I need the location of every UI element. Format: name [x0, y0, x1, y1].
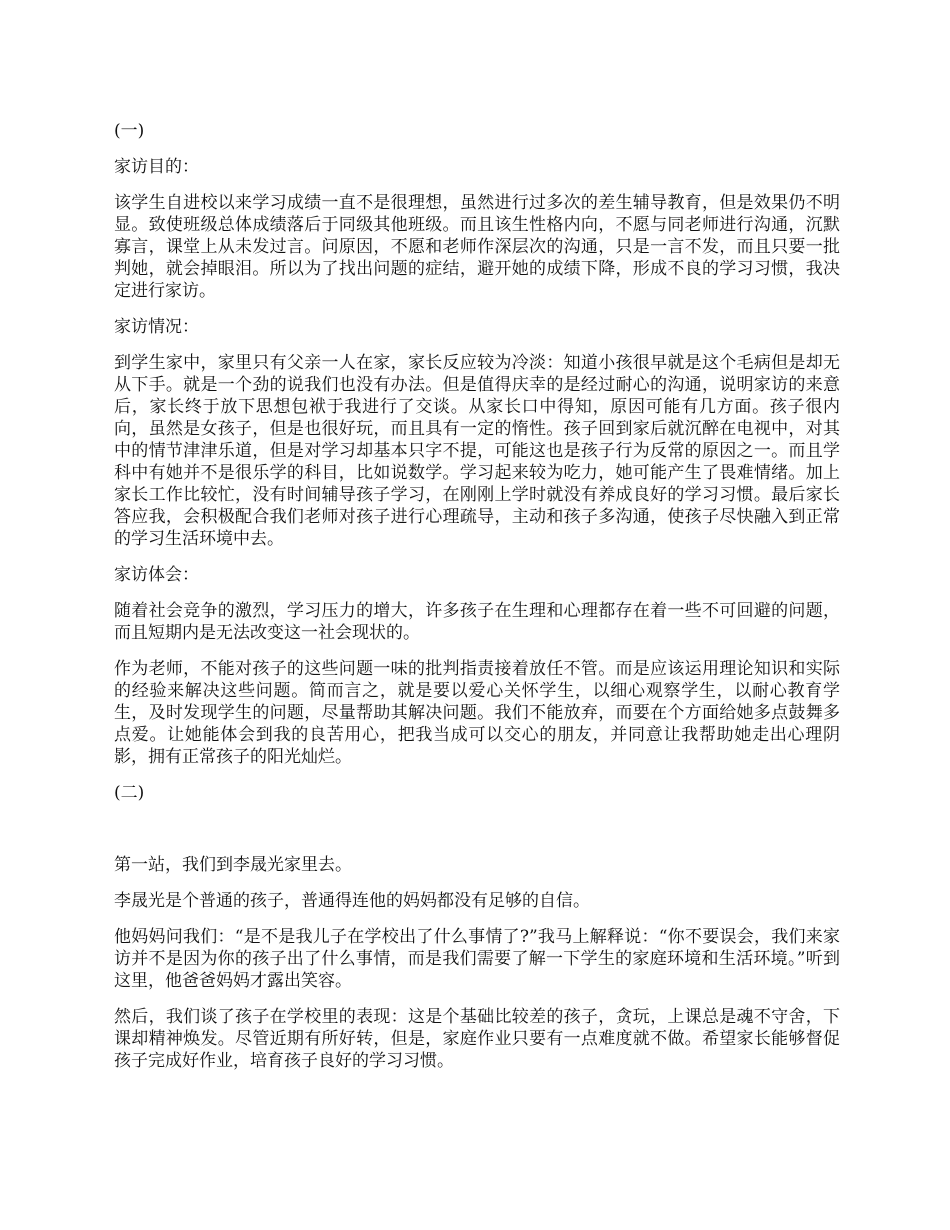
document-body — [114, 120, 840, 1086]
paragraph-visit-purpose: 该学生自进校以来学习成绩一直不是很理想，虽然进行过多次的差生辅导教育，但是效果仍不明显。致使班级总体成绩落后于同级其他班级。而且该生性格内向，不愿与同老师进行沟通，沉默寡言，课堂上从未发过言。问原因，不愿和老师作深层次的沟通，只是一言不发，而且只要一批判她，就会掉眼泪。所以为了找出问题的症结，避开她的成绩下降，形成不良的学习习惯，我决定进行家访。 — [114, 193, 840, 301]
paragraph-ordinary-child: 李晟光是个普通的孩子，普通得连他的妈妈都没有足够的自信。 — [114, 891, 590, 911]
subheading-visit-reflection: 家访体会： — [114, 565, 199, 585]
paragraph-visit-situation: 到学生家中，家里只有父亲一人在家，家长反应较为冷淡：知道小孩很早就是这个毛病但是却无从下手。就是一个劲的说我们也没有办法。但是值得庆幸的是经过耐心的沟通，说明家访的来意后，家长终于放下思想包袱于我进行了交谈。从家长口中得知，原因可能有几方面。孩子很内向，虽然是女孩子，但是也很好玩，而且具有一定的惰性。孩子回到家后就沉醉在电视中，对其中的情节津津乐道，但是对学习却基本只字不提，可能这也是孩子行为反常的原因之一。而且学科中有她并不是很乐学的科目，比如说数学。学习起来较为吃力，她可能产生了畏难情绪。加上家长工作比较忙，没有时间辅导孩子学习，在刚刚上学时就没有养成良好的学习习惯。最后家长答应我，会积极配合我们老师对孩子进行心理疏导，主动和孩子多沟通，使孩子尽快融入到正常的学习生活环境中去。 — [114, 353, 840, 549]
paragraph-mother-question: 他妈妈问我们：“是不是我儿子在学校出了什么事情了?”我马上解释说：“你不要误会，我们来家访并不是因为你的孩子出了什么事情，而是我们需要了解一下学生的家庭环境和生活环境。”听到这里，他爸爸妈妈才露出笑容。 — [114, 927, 840, 991]
paragraph-school-performance: 然后，我们谈了孩子在学校里的表现：这是个基础比较差的孩子，贪玩，上课总是魂不守舍，下课却精神焕发。尽管近期有所好转，但是，家庭作业只要有一点难度就不做。希望家长能够督促孩子完成好作业，培育孩子良好的学习习惯。 — [114, 1007, 840, 1071]
paragraph-first-stop: 第一站，我们到李晟光家里去。 — [114, 855, 352, 875]
paragraph-reflection-2: 作为老师，不能对孩子的这些问题一味的批判指责接着放任不管。而是应该运用理论知识和实际的经验来解决这些问题。简而言之，就是要以爱心关怀学生，以细心观察学生，以耐心教育学生，及时发现学生的问题，尽量帮助其解决问题。我们不能放弃，而要在个方面给她多点鼓舞多点爱。让她能体会到我的良苦用心，把我当成可以交心的朋友，并同意让我帮助她走出心理阴影，拥有正常孩子的阳光灿烂。 — [114, 659, 840, 767]
section-heading-one: (一) — [114, 121, 145, 141]
paragraph-reflection-1: 随着社会竞争的激烈，学习压力的增大，许多孩子在生理和心理都存在着一些不可回避的问题，而且短期内是无法改变这一社会现状的。 — [114, 601, 840, 643]
section-heading-two: (二) — [114, 783, 145, 803]
subheading-visit-situation: 家访情况： — [114, 317, 199, 337]
subheading-visit-purpose: 家访目的： — [114, 157, 199, 177]
